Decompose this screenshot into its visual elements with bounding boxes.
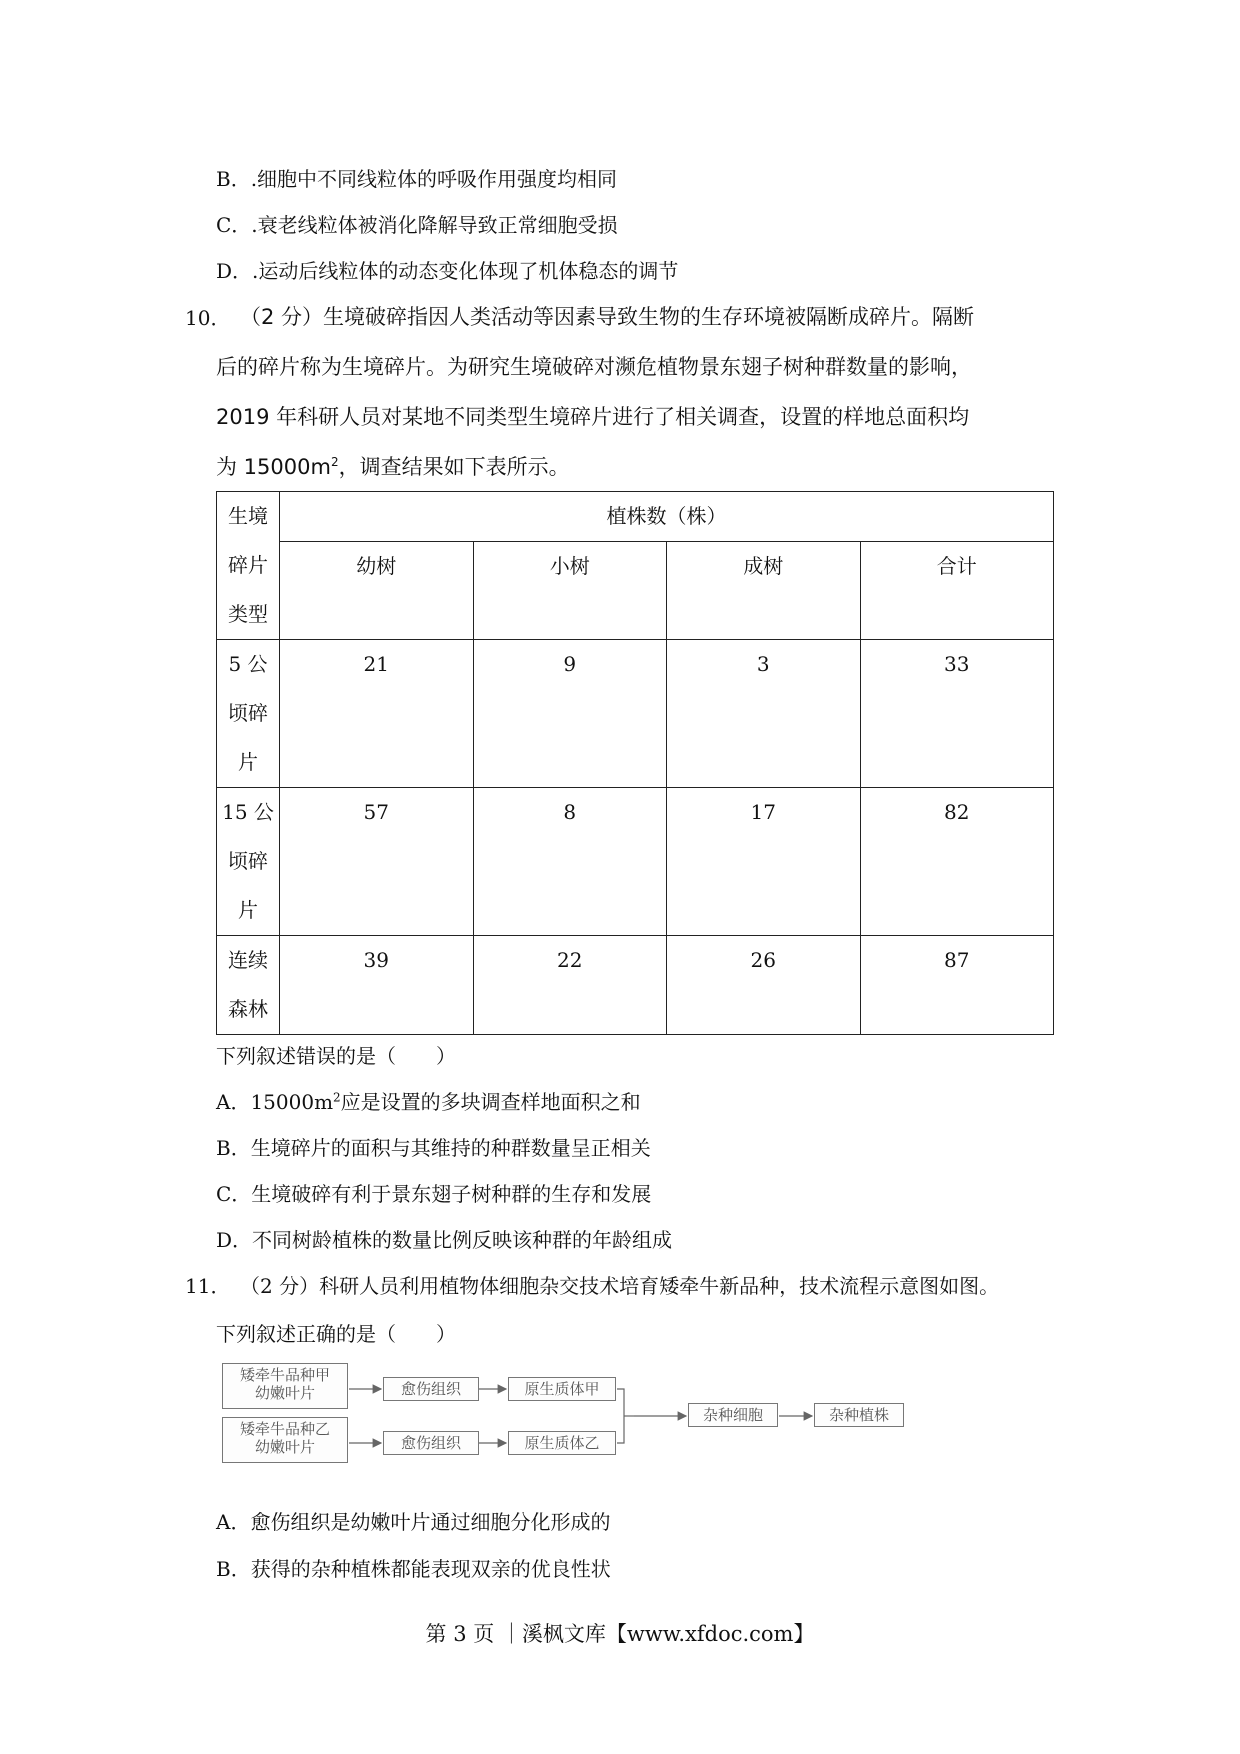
row-label: 15 公 顷碎 片 (217, 788, 280, 936)
table-cell: 21 (280, 640, 474, 788)
option-d-prev: D．.运动后线粒体的动态变化体现了机体稳态的调节 (216, 259, 679, 283)
question-11-number: 11． (185, 1274, 231, 1298)
column-header: 成树 (667, 542, 861, 640)
callus-a-box: 愈伤组织 (383, 1377, 479, 1401)
superscript: 2 (333, 1090, 341, 1105)
flow-arrows (220, 1361, 910, 1481)
question-10-line3: 2019 年科研人员对某地不同类型生境碎片进行了相关调查，设置的样地总面积均 (216, 405, 970, 429)
flow-diagram (220, 1361, 910, 1481)
option-c-prev: C．.衰老线粒体被消化降解导致正常细胞受损 (216, 213, 618, 237)
question-10-option-c: C．生境破碎有利于景东翅子树种群的生存和发展 (216, 1182, 652, 1206)
column-header: 幼树 (280, 542, 474, 640)
column-header: 合计 (860, 542, 1054, 640)
hybrid-cell-box: 杂种细胞 (688, 1403, 778, 1427)
callus-b-box: 愈伤组织 (383, 1431, 479, 1455)
question-10-option-b: B．生境碎片的面积与其维持的种群数量呈正相关 (216, 1136, 651, 1160)
table-cell: 22 (473, 936, 667, 1035)
habitat-table (216, 491, 1054, 1035)
page-footer: 第 3 页 ｜溪枫文库【www.xfdoc.com】 (425, 1622, 815, 1646)
question-10-number: 10． (185, 306, 231, 330)
table-cell: 87 (860, 936, 1054, 1035)
question-11-prompt: 下列叙述正确的是（ ） (216, 1322, 456, 1346)
table-cell: 39 (280, 936, 474, 1035)
table-row (217, 640, 1054, 788)
row-label: 连续 森林 (217, 936, 280, 1035)
option-b-prev: B．.细胞中不同线粒体的呼吸作用强度均相同 (216, 167, 618, 191)
table-cell: 82 (860, 788, 1054, 936)
question-10-prompt: 下列叙述错误的是（ ） (216, 1044, 456, 1068)
table-cell: 26 (667, 936, 861, 1035)
row-label: 5 公 顷碎 片 (217, 640, 280, 788)
question-10-line1: （2 分）生境破碎指因人类活动等因素导致生物的生存环境被隔断成碎片。隔断 (240, 305, 975, 329)
question-10-line4: 为 $15000m^2$，调查结果如下表所示。 (216, 455, 570, 479)
table-row (217, 936, 1054, 1035)
question-10-option-a: A．$15000m^2$应是设置的多块调查样地面积之和 (216, 1090, 641, 1114)
column-header: 小树 (473, 542, 667, 640)
table-row (217, 788, 1054, 936)
leaf-a-box: 矮牵牛品种甲 幼嫩叶片 (222, 1363, 348, 1409)
question-10-line2: 后的碎片称为生境碎片。为研究生境破碎对濒危植物景东翅子树种群数量的影响， (216, 355, 972, 379)
question-11-option-b: B．获得的杂种植株都能表现双亲的优良性状 (216, 1557, 611, 1581)
table-cell: 33 (860, 640, 1054, 788)
table-cell: 3 (667, 640, 861, 788)
hybrid-plant-box: 杂种植株 (814, 1403, 904, 1427)
question-11-line1: （2 分）科研人员利用植物体细胞杂交技术培育矮牵牛新品种，技术流程示意图如图。 (240, 1274, 1000, 1298)
row-header-cell: 生境 碎片 类型 (217, 492, 280, 640)
protoplast-a-box: 原生质体甲 (508, 1377, 616, 1401)
table-cell: 8 (473, 788, 667, 936)
group-header-cell: 植株数（株） (280, 492, 1054, 542)
protoplast-b-box: 原生质体乙 (508, 1431, 616, 1455)
table-cell: 9 (473, 640, 667, 788)
leaf-b-box: 矮牵牛品种乙 幼嫩叶片 (222, 1417, 348, 1463)
table-cell: 57 (280, 788, 474, 936)
question-10-option-d: D．不同树龄植株的数量比例反映该种群的年龄组成 (216, 1228, 673, 1252)
superscript: 2 (330, 455, 339, 469)
table-cell: 17 (667, 788, 861, 936)
question-11-option-a: A．愈伤组织是幼嫩叶片通过细胞分化形成的 (216, 1510, 611, 1534)
